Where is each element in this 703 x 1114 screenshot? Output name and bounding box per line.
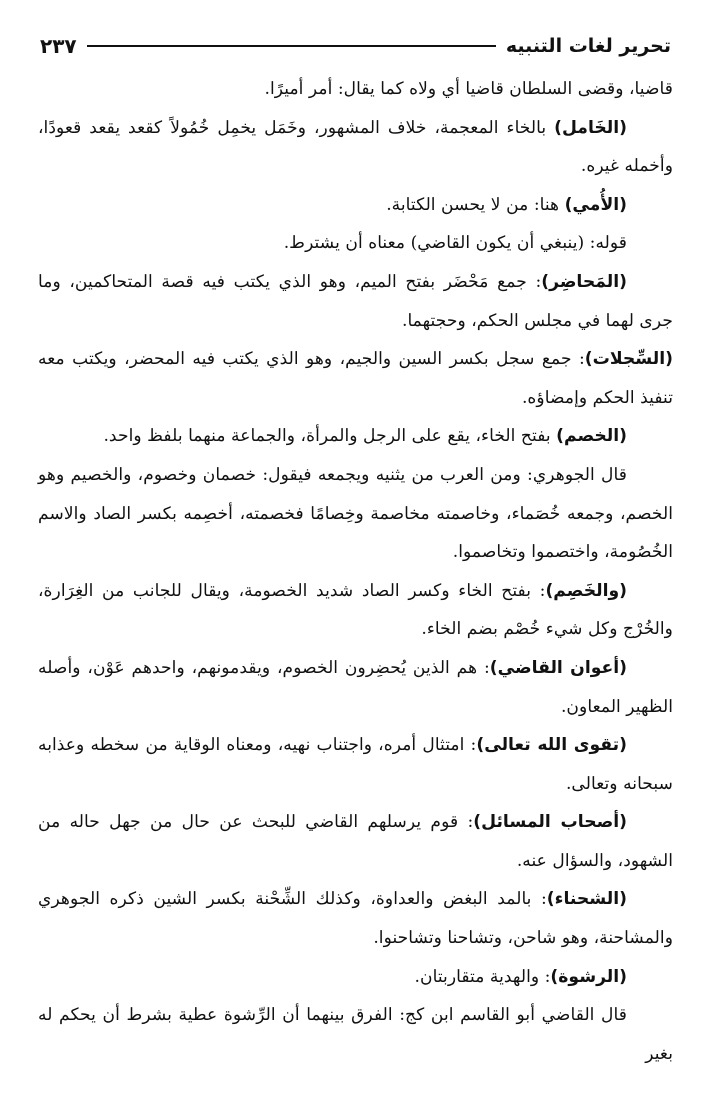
running-title: تحرير لغات التنبيه	[505, 35, 671, 57]
paragraph-term: (الرشوة)	[550, 966, 627, 987]
paragraph-text: قال الجوهري: ومن العرب من يثنيه ويجمعه فيقول: خصمان وخصوم، والخصيم وهو الخصم، وجمعه خُصَماء، وخاصمته مخاصمة وخِصامًا فخصمته، أخصِمه بكسر الصاد والاسم الخُصُومة، واختصموا وتخاصموا.	[38, 464, 673, 563]
paragraph-term: (الشحناء)	[546, 889, 627, 910]
paragraph-text: قاضيا، وقضى السلطان قاضيا أي ولاه كما يقال: أمر أميرًا.	[264, 79, 673, 99]
paragraph-term: (الخَامل)	[554, 117, 627, 138]
paragraph	[38, 958, 673, 997]
paragraph	[38, 186, 673, 225]
paragraph	[38, 456, 673, 572]
page-header	[40, 26, 671, 66]
paragraph	[38, 880, 673, 957]
paragraph	[38, 996, 673, 1073]
paragraph-text: بفتح الخاء، يقع على الرجل والمرأة، والجماعة منهما بلفظ واحد.	[103, 426, 557, 447]
paragraph-text: : قوم يرسلهم القاضي للبحث عن حال من جهل حاله من الشهود، والسؤال عنه.	[38, 812, 673, 871]
paragraph	[38, 263, 673, 340]
paragraph-term: (تقوى الله تعالى)	[476, 735, 627, 756]
paragraph-term: (أعوان القاضي)	[489, 657, 627, 678]
paragraph-term: (والخَصِم)	[545, 580, 627, 601]
paragraph-term: (السِّجلات)	[584, 349, 673, 370]
paragraph	[38, 224, 673, 263]
paragraph-text: قوله: (ينبغي أن يكون القاضي) معناه أن يشترط.	[283, 233, 627, 254]
paragraph-text: : بالمد البغض والعداوة، وكذلك الشِّحْنة بكسر الشين ذكره الجوهري والمشاحنة، وهو شاحن، وتشاحنا وتشاحنوا.	[38, 889, 673, 949]
paragraph-term: (المَحاضِر)	[541, 271, 627, 292]
paragraph-term: (أصحاب المسائل)	[473, 812, 627, 833]
paragraph-text: : امتثال أمره، واجتناب نهيه، ومعناه الوقاية من سخطه وعذابه سبحانه وتعالى.	[38, 735, 673, 794]
paragraph	[38, 417, 673, 456]
header-rule	[87, 45, 496, 47]
paragraph-text: هنا: من لا يحسن الكتابة.	[386, 194, 565, 215]
paragraph-text: بالخاء المعجمة، خلاف المشهور، وخَمَل يخمِل خُمُولاً كقعد يقعد قعودًا، وأخمله غيره.	[38, 117, 673, 177]
paragraph	[38, 803, 673, 880]
paragraph	[38, 649, 673, 726]
paragraph-text: : بفتح الخاء وكسر الصاد شديد الخصومة، ويقال للجانب من الغِرَارة، والخُرْج وكل شيء خُصْم بضم الخاء.	[38, 580, 673, 640]
paragraph	[38, 572, 673, 649]
page-number: ٢٣٧	[40, 34, 77, 58]
paragraph	[38, 726, 673, 803]
paragraph-text: : هم الذين يُحضِرون الخصوم، ويقدمونهم، واحدهم عَوْن، وأصله الظهير المعاون.	[38, 657, 673, 717]
paragraph-text: : جمع مَحْضَر بفتح الميم، وهو الذي يكتب فيه قصة المتحاكمين، وما جرى لهما في مجلس الحكم، وحجتهما.	[38, 271, 673, 331]
paragraph-text: : والهدية متقاربتان.	[414, 966, 551, 987]
paragraph-text: قال القاضي أبو القاسم ابن كج: الفرق بينهما أن الرِّشوة عطية بشرط أن يحكم له بغير	[38, 1005, 673, 1064]
paragraph-text: : جمع سجل بكسر السين والجيم، وهو الذي يكتب فيه المحضر، ويكتب معه تنفيذ الحكم وإمضاؤه.	[38, 349, 673, 408]
paragraph-term: (الأُمي)	[564, 194, 627, 215]
body-text	[38, 70, 673, 1073]
paragraph	[38, 109, 673, 186]
paragraph-term: (الخصم)	[556, 426, 627, 447]
paragraph	[38, 70, 673, 109]
paragraph	[38, 340, 673, 417]
